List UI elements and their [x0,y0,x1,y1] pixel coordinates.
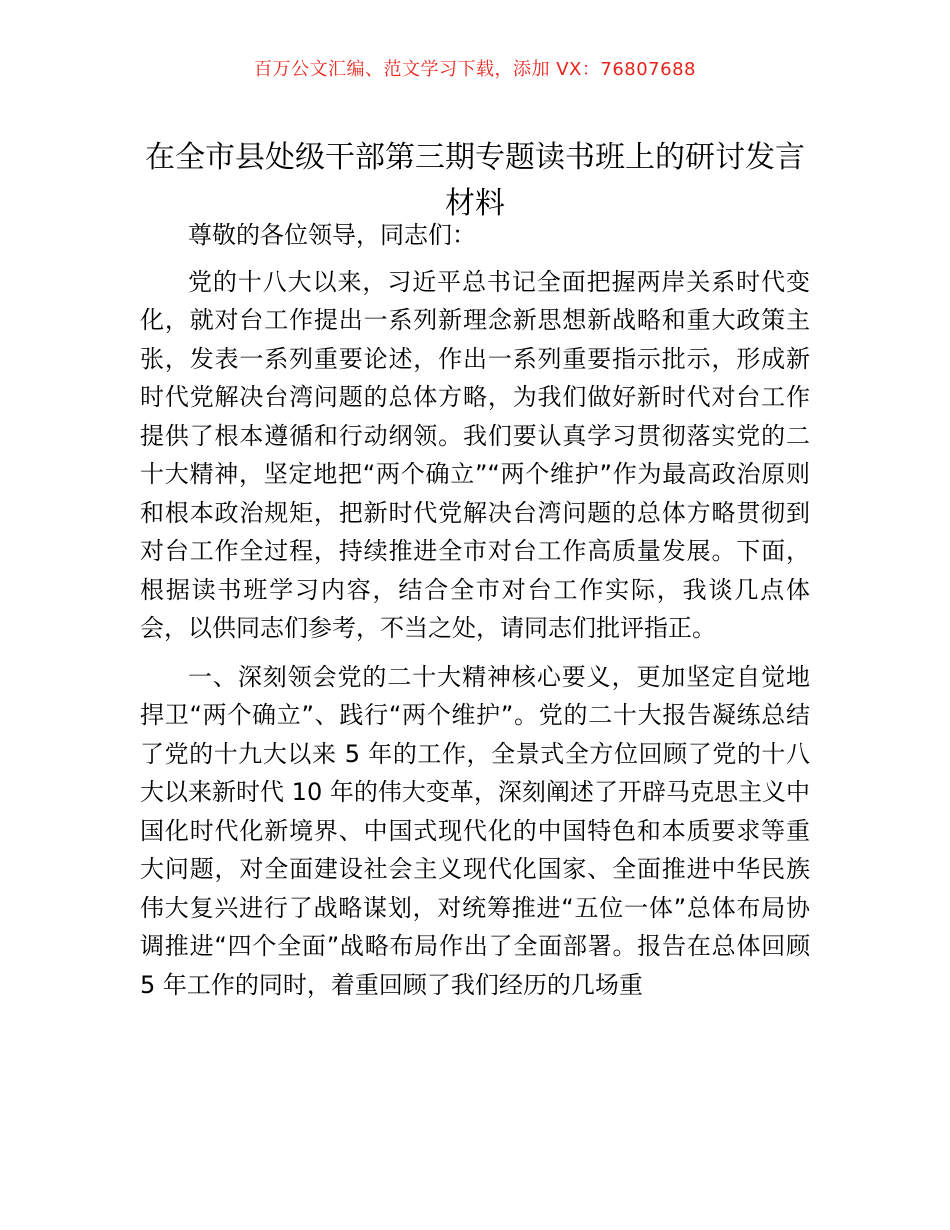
paragraph-intro: 党的十八大以来，习近平总书记全面把握两岸关系时代变化，就对台工作提出一系列新理念新思想新战略和重大政策主张，发表一系列重要论述，作出一系列重要指示批示，形成新时代党解决台湾问题的总体方略，为我们做好新时代对台工作提供了根本遵循和行动纲领。我们要认真学习贯彻落实党的二十大精神，坚定地把“两个确立”“两个维护”作为最高政治原则和根本政治规矩，把新时代党解决台湾问题的总体方略贯彻到对台工作全过程，持续推进全市对台工作高质量发展。下面，根据读书班学习内容，结合全市对台工作实际，我谈几点体会，以供同志们参考，不当之处，请同志们批评指正。 [140,267,810,642]
document-body [140,216,810,1014]
salutation: 尊敬的各位领导，同志们： [188,221,476,249]
paragraph-section-one: 一、深刻领会党的二十大精神核心要义，更加坚定自觉地捍卫“两个确立”、践行“两个维护”。党的二十大报告凝练总结了党的十九大以来 5 年的工作，全景式全方位回顾了党的十八大以来新时代 10 年的伟大变革，深刻阐述了开辟马克思主义中国化时代化新境界、中国式现代化的中国特色和本质要求等重大问题，对全面建设社会主义现代化国家、全面推进中华民族伟大复兴进行了战略谋划，对统筹推进“五位一体”总体布局协调推进“四个全面”战略布局作出了全面部署。报告在总体回顾 5 年工作的同时，着重回顾了我们经历的几场重 [140,662,810,999]
document-title: 在全市县处级干部第三期专题读书班上的研讨发言材料 [145,140,805,222]
header-watermark-note: 百万公文汇编、范文学习下载，添加 VX：76807688 [254,59,696,80]
